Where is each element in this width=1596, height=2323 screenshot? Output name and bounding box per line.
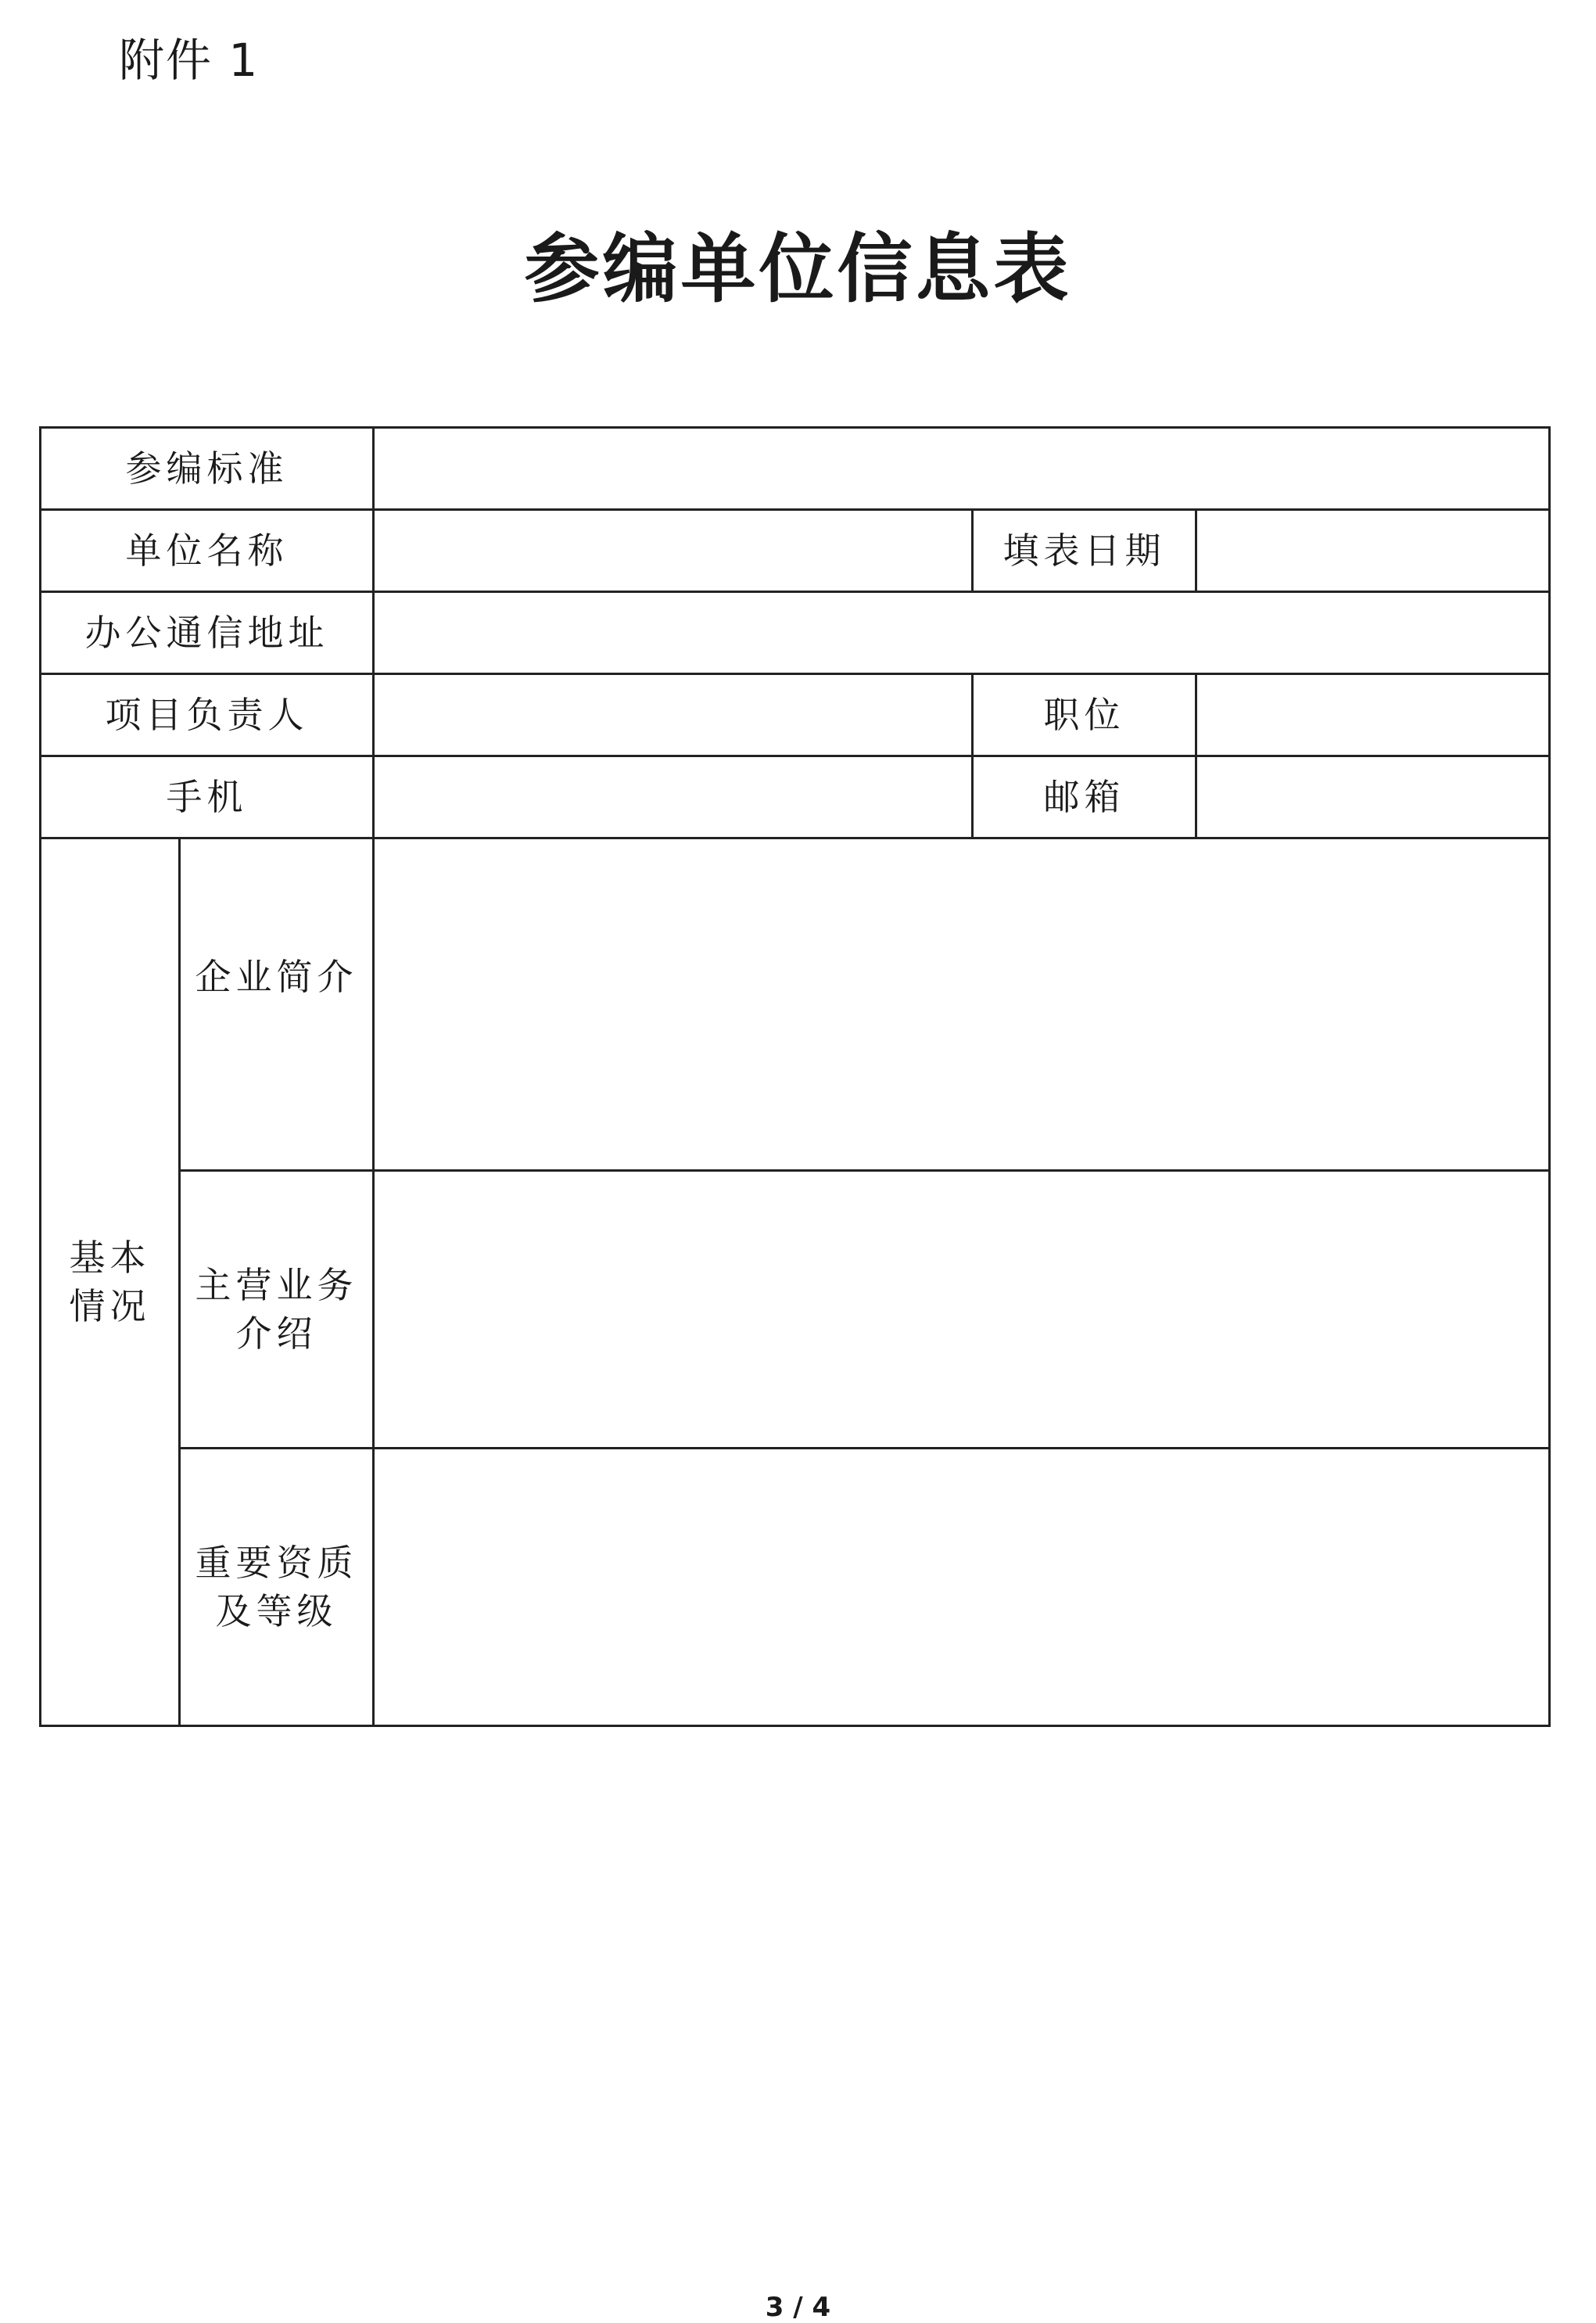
label-qualifications-line2: 及等级 xyxy=(215,1590,338,1632)
label-standard: 参编标准 xyxy=(41,428,374,510)
label-unit-name: 单位名称 xyxy=(41,510,374,592)
field-main-business[interactable] xyxy=(374,1171,1550,1449)
row-phone xyxy=(41,756,1550,838)
info-form-table xyxy=(39,426,1551,1727)
label-qualifications-line1: 重要资质 xyxy=(195,1541,358,1584)
label-qualifications xyxy=(180,1449,374,1726)
label-phone: 手机 xyxy=(41,756,374,838)
label-main-business-line1: 主营业务 xyxy=(195,1263,358,1306)
label-basic-info-line2: 情况 xyxy=(69,1285,151,1327)
label-main-business-line2: 介绍 xyxy=(235,1312,317,1355)
label-position: 职位 xyxy=(973,674,1196,756)
field-company-intro[interactable] xyxy=(374,838,1550,1171)
label-basic-info-line1: 基本 xyxy=(69,1236,151,1279)
label-project-leader: 项目负责人 xyxy=(41,674,374,756)
label-email: 邮箱 xyxy=(973,756,1196,838)
page-number: 3 / 4 xyxy=(765,2292,831,2323)
field-address[interactable] xyxy=(374,592,1550,674)
row-project-leader xyxy=(41,674,1550,756)
page-title: 参编单位信息表 xyxy=(524,224,1072,313)
label-address: 办公通信地址 xyxy=(41,592,374,674)
field-fill-date[interactable] xyxy=(1196,510,1550,592)
row-main-business xyxy=(41,1171,1550,1449)
row-company-intro xyxy=(41,838,1550,1171)
row-qualifications xyxy=(41,1449,1550,1726)
row-unit-name xyxy=(41,510,1550,592)
label-basic-info xyxy=(41,838,180,1726)
field-project-leader[interactable] xyxy=(374,674,973,756)
field-position[interactable] xyxy=(1196,674,1550,756)
field-email[interactable] xyxy=(1196,756,1550,838)
field-qualifications[interactable] xyxy=(374,1449,1550,1726)
attachment-label: 附件 1 xyxy=(119,34,260,87)
field-phone[interactable] xyxy=(374,756,973,838)
field-standard[interactable] xyxy=(374,428,1550,510)
label-fill-date: 填表日期 xyxy=(973,510,1196,592)
label-company-intro: 企业简介 xyxy=(180,838,374,1171)
row-standard xyxy=(41,428,1550,510)
field-unit-name[interactable] xyxy=(374,510,973,592)
label-main-business xyxy=(180,1171,374,1449)
row-address xyxy=(41,592,1550,674)
